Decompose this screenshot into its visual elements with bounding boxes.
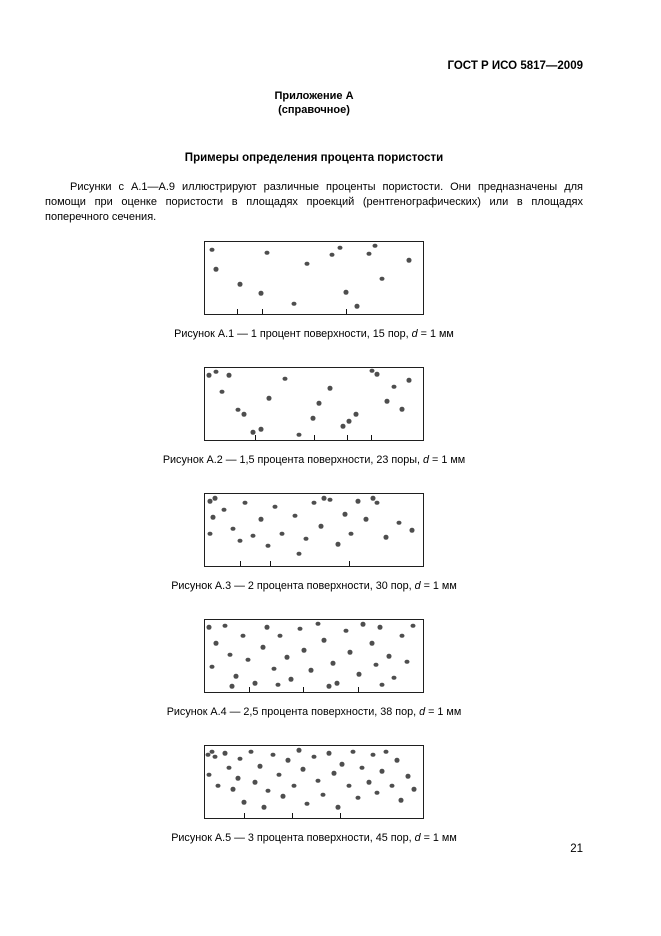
pore-dot [359, 765, 364, 770]
pore-dot [266, 544, 271, 549]
pore-dot [411, 624, 416, 629]
pore-dot [289, 677, 294, 682]
pore-dot [330, 661, 335, 666]
pore-dot [412, 787, 417, 792]
pore-dot [221, 508, 226, 513]
pore-dot [266, 788, 271, 793]
pore-dot [312, 755, 317, 760]
pore-dot [340, 424, 345, 429]
figure-caption [45, 580, 583, 593]
pore-dot [383, 535, 388, 540]
pore-dot [235, 408, 240, 413]
caption-units: = 1 мм [420, 580, 457, 592]
pore-dot [380, 276, 385, 281]
pore-dot [392, 384, 397, 389]
pore-dot [250, 430, 255, 435]
pore-dot [370, 752, 375, 757]
pore-dot [354, 304, 359, 309]
pore-dot [310, 416, 315, 421]
pore-dot [331, 771, 336, 776]
pore-dot [270, 752, 275, 757]
pore-dot [364, 517, 369, 522]
pore-dot [375, 791, 380, 796]
porosity-figure-A1 [45, 241, 583, 341]
pore-dot [302, 648, 307, 653]
pore-dot [399, 798, 404, 803]
pore-dot [253, 681, 258, 686]
pore-dot [369, 641, 374, 646]
pore-dot [318, 524, 323, 529]
pore-dot [356, 672, 361, 677]
scale-tick [303, 687, 304, 692]
pore-dot [346, 783, 351, 788]
pore-dot [340, 762, 345, 767]
scale-tick [340, 813, 341, 818]
pore-dot [337, 246, 342, 251]
pore-dot [343, 290, 348, 295]
pore-dot [321, 496, 326, 501]
porosity-figure-A4 [45, 619, 583, 719]
pore-dot [206, 373, 211, 378]
porosity-figure-A3 [45, 493, 583, 593]
caption-text: Рисунок А.2 — 1,5 процента поверхности, 23 поры, [162, 454, 423, 466]
pore-dot [342, 512, 347, 517]
pore-dot [250, 534, 255, 539]
pore-dot [228, 652, 233, 657]
pore-dot [335, 805, 340, 810]
pore-dot [230, 684, 235, 689]
appendix-subtitle: (справочное) [278, 104, 350, 116]
pore-dot [321, 638, 326, 643]
pore-dot [374, 662, 379, 667]
pore-dot [226, 373, 231, 378]
scale-tick [244, 813, 245, 818]
scale-tick [347, 435, 348, 440]
pore-dot [213, 370, 218, 375]
pore-dot [219, 390, 224, 395]
pore-dot [410, 528, 415, 533]
scale-tick [346, 309, 347, 314]
pore-dot [248, 750, 253, 755]
pore-dot [385, 399, 390, 404]
pore-dot [347, 650, 352, 655]
pore-dot [259, 291, 264, 296]
pore-dot [335, 542, 340, 547]
page-number: 21 [570, 843, 583, 855]
pore-dot [353, 412, 358, 417]
pore-dot [272, 505, 277, 510]
figure-caption [45, 706, 583, 719]
pore-dot [237, 539, 242, 544]
caption-text: Рисунок А.3 — 2 процента поверхности, 30 пор, [171, 580, 415, 592]
porosity-diagram [204, 745, 424, 819]
pore-dot [361, 622, 366, 627]
pore-dot [405, 774, 410, 779]
pore-dot [258, 517, 263, 522]
scale-tick [237, 309, 238, 314]
pore-dot [278, 634, 283, 639]
pore-dot [285, 758, 290, 763]
caption-units: = 1 мм [429, 454, 466, 466]
document-header-title: ГОСТ Р ИСО 5817—2009 [447, 60, 583, 72]
porosity-diagram [204, 619, 424, 693]
pore-dot [235, 776, 240, 781]
pore-dot [222, 751, 227, 756]
pore-dot [277, 773, 282, 778]
pore-dot [293, 513, 298, 518]
pore-dot [400, 634, 405, 639]
pore-dot [292, 302, 297, 307]
caption-d-symbol: d [411, 328, 418, 340]
scale-tick [262, 309, 263, 314]
caption-units: = 1 мм [425, 706, 462, 718]
caption-d-symbol: d [414, 580, 421, 592]
pore-dot [260, 645, 265, 650]
pore-dot [404, 660, 409, 665]
figure-caption [45, 832, 583, 845]
pore-dot [207, 625, 212, 630]
pore-dot [316, 621, 321, 626]
figures-list [45, 241, 583, 845]
pore-dot [207, 773, 212, 778]
pore-dot [212, 755, 217, 760]
pore-dot [327, 684, 332, 689]
pore-dot [369, 369, 374, 374]
pore-dot [308, 668, 313, 673]
section-title: Примеры определения процента пористости [184, 152, 444, 164]
scale-tick [349, 561, 350, 566]
pore-dot [327, 386, 332, 391]
pore-dot [366, 780, 371, 785]
pore-dot [296, 748, 301, 753]
pore-dot [213, 641, 218, 646]
pore-dot [301, 767, 306, 772]
porosity-diagram [204, 241, 424, 315]
intro-paragraph: Рисунки с А.1—А.9 иллюстрируют различные проценты пористости. Они предназначены для помощи при оценке пористости в площадях проекций (рентгенографических) или в площадях поперечного сечения. [45, 181, 583, 223]
pore-dot [209, 665, 214, 670]
pore-dot [312, 500, 317, 505]
pore-dot [327, 751, 332, 756]
pore-dot [259, 427, 264, 432]
pore-dot [316, 778, 321, 783]
caption-units: = 1 мм [420, 832, 457, 844]
pore-dot [305, 261, 310, 266]
pore-dot [257, 764, 262, 769]
pore-dot [383, 750, 388, 755]
pore-dot [328, 498, 333, 503]
pore-dot [351, 750, 356, 755]
pore-dot [407, 378, 412, 383]
pore-dot [216, 783, 221, 788]
pore-dot [305, 801, 310, 806]
pore-dot [245, 657, 250, 662]
pore-dot [334, 681, 339, 686]
caption-text: Рисунок А.5 — 3 процента поверхности, 45 пор, [171, 832, 415, 844]
pore-dot [267, 396, 272, 401]
pore-dot [378, 625, 383, 630]
scale-tick [314, 435, 315, 440]
porosity-figure-A5 [45, 745, 583, 845]
pore-dot [208, 531, 213, 536]
caption-d-symbol: d [423, 454, 430, 466]
pore-dot [212, 496, 217, 501]
scale-tick [249, 687, 250, 692]
pore-dot [373, 244, 378, 249]
pore-dot [304, 536, 309, 541]
pore-dot [343, 629, 348, 634]
pore-dot [317, 401, 322, 406]
appendix-title: Приложение А [274, 90, 354, 102]
pore-dot [349, 531, 354, 536]
pore-dot [213, 267, 218, 272]
scale-tick [358, 687, 359, 692]
pore-dot [407, 258, 412, 263]
scale-tick [255, 435, 256, 440]
pore-dot [283, 377, 288, 382]
pore-dot [265, 625, 270, 630]
figure-caption [45, 454, 583, 467]
porosity-diagram [204, 367, 424, 441]
pore-dot [241, 412, 246, 417]
pore-dot [226, 765, 231, 770]
pore-dot [253, 780, 258, 785]
pore-dot [296, 552, 301, 557]
pore-dot [370, 496, 375, 501]
pore-dot [355, 796, 360, 801]
scale-tick [371, 435, 372, 440]
porosity-figure-A2 [45, 367, 583, 467]
caption-d-symbol: d [414, 832, 421, 844]
pore-dot [379, 683, 384, 688]
pore-dot [241, 634, 246, 639]
pore-dot [231, 787, 236, 792]
pore-dot [222, 624, 227, 629]
scale-tick [240, 561, 241, 566]
pore-dot [284, 655, 289, 660]
pore-dot [346, 419, 351, 424]
scale-tick [270, 561, 271, 566]
pore-dot [281, 794, 286, 799]
pore-dot [233, 674, 238, 679]
pore-dot [242, 800, 247, 805]
pore-dot [375, 372, 380, 377]
pore-dot [390, 783, 395, 788]
pore-dot [394, 758, 399, 763]
pore-dot [261, 805, 266, 810]
pore-dot [375, 500, 380, 505]
pore-dot [391, 675, 396, 680]
pore-dot [320, 793, 325, 798]
pore-dot [292, 783, 297, 788]
caption-text: Рисунок А.1 — 1 процент поверхности, 15 пор, [174, 328, 412, 340]
caption-text: Рисунок А.4 — 2,5 процента поверхности, 38 пор, [166, 706, 420, 718]
figure-caption [45, 328, 583, 341]
pore-dot [355, 499, 360, 504]
pore-dot [237, 282, 242, 287]
pore-dot [297, 433, 302, 438]
pore-dot [397, 521, 402, 526]
caption-units: = 1 мм [417, 328, 454, 340]
pore-dot [366, 251, 371, 256]
pore-dot [400, 407, 405, 412]
porosity-diagram [204, 493, 424, 567]
caption-d-symbol: d [419, 706, 426, 718]
pore-dot [210, 515, 215, 520]
scale-tick [292, 813, 293, 818]
pore-dot [379, 769, 384, 774]
pore-dot [231, 526, 236, 531]
pore-dot [329, 253, 334, 258]
pore-dot [271, 667, 276, 672]
pore-dot [297, 626, 302, 631]
pore-dot [209, 248, 214, 253]
pore-dot [209, 750, 214, 755]
pore-dot [243, 500, 248, 505]
pore-dot [276, 683, 281, 688]
pore-dot [265, 251, 270, 256]
pore-dot [237, 757, 242, 762]
pore-dot [387, 654, 392, 659]
pore-dot [280, 531, 285, 536]
